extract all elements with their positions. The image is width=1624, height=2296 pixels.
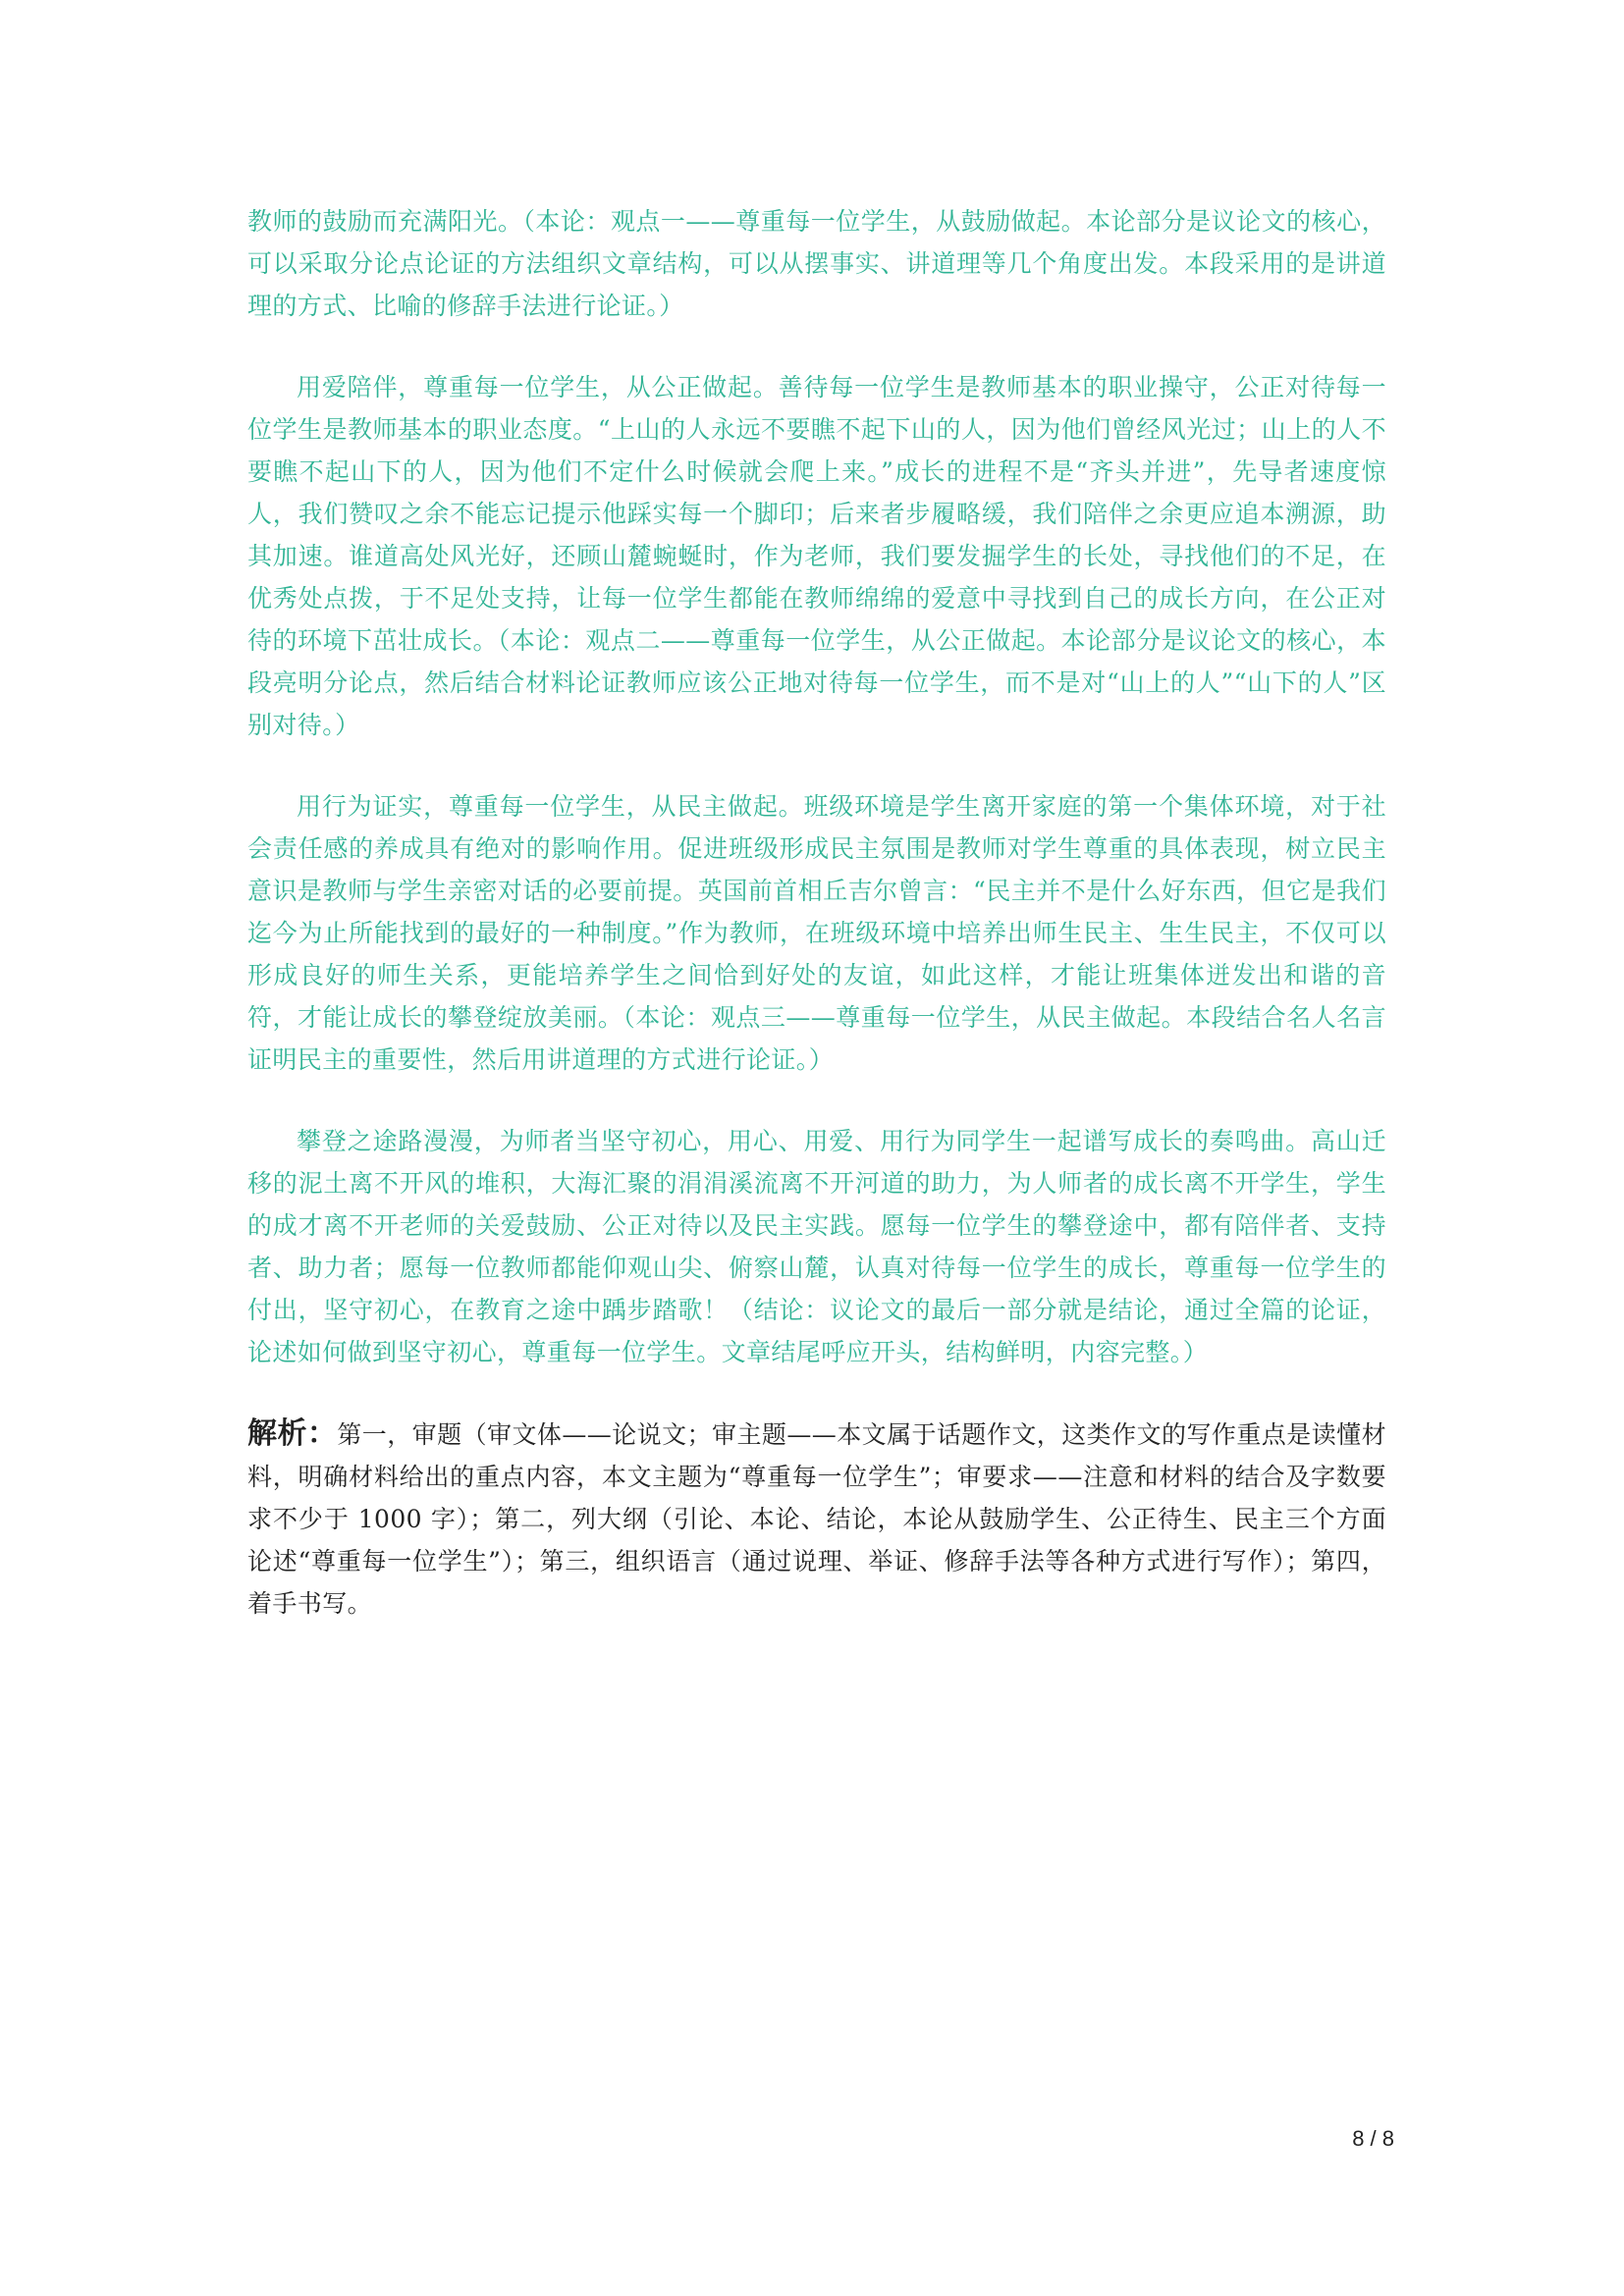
paragraph-1: 教师的鼓励而充满阳光。（本论：观点一——尊重每一位学生，从鼓励做起。本论部分是议论文的核心，可以采取分论点论证的方法组织文章结构，可以从摆事实、讲道理等几个角度出发。本段采用的是讲道理的方式、比喻的修辞手法进行论证。）	[247, 207, 1386, 320]
page-number: 8 / 8	[1352, 2126, 1394, 2151]
analysis-label: 解析：	[247, 1416, 338, 1451]
analysis-section	[247, 1413, 1386, 1625]
paragraph-2: 用爱陪伴，尊重每一位学生，从公正做起。善待每一位学生是教师基本的职业操守，公正对待每一位学生是教师基本的职业态度。“上山的人永远不要瞧不起下山的人，因为他们曾经风光过；山上的人不要瞧不起山下的人，因为他们不定什么时候就会爬上来。”成长的进程不是“齐头并进”，先导者速度惊人，我们赞叹之余不能忘记提示他踩实每一个脚印；后来者步履略缓，我们陪伴之余更应追本溯源，助其加速。谁道高处风光好，还顾山麓蜿蜒时，作为老师，我们要发掘学生的长处，寻找他们的不足，在优秀处点拨，于不足处支持，让每一位学生都能在教师绵绵的爱意中寻找到自己的成长方向，在公正对待的环境下茁壮成长。（本论：观点二——尊重每一位学生，从公正做起。本论部分是议论文的核心，本段亮明分论点，然后结合材料论证教师应该公正地对待每一位学生，而不是对“山上的人”“山下的人”区别对待。）	[247, 373, 1386, 739]
paragraph-4: 攀登之途路漫漫，为师者当坚守初心，用心、用爱、用行为同学生一起谱写成长的奏鸣曲。高山迁移的泥土离不开风的堆积，大海汇聚的涓涓溪流离不开河道的助力，为人师者的成长离不开学生，学生的成才离不开老师的关爱鼓励、公正对待以及民主实践。愿每一位学生的攀登途中，都有陪伴者、支持者、助力者；愿每一位教师都能仰观山尖、俯察山麓，认真对待每一位学生的成长，尊重每一位学生的付出，坚守初心，在教育之途中踽步踏歌！（结论：议论文的最后一部分就是结论，通过全篇的论证，论述如何做到坚守初心，尊重每一位学生。文章结尾呼应开头，结构鲜明，内容完整。）	[247, 1127, 1386, 1366]
document-body	[247, 200, 1386, 1625]
paragraph-3: 用行为证实，尊重每一位学生，从民主做起。班级环境是学生离开家庭的第一个集体环境，对于社会责任感的养成具有绝对的影响作用。促进班级形成民主氛围是教师对学生尊重的具体表现，树立民主意识是教师与学生亲密对话的必要前提。英国前首相丘吉尔曾言：“民主并不是什么好东西，但它是我们迄今为止所能找到的最好的一种制度。”作为教师，在班级环境中培养出师生民主、生生民主，不仅可以形成良好的师生关系，更能培养学生之间恰到好处的友谊，如此这样，才能让班集体迸发出和谐的音符，才能让成长的攀登绽放美丽。（本论：观点三——尊重每一位学生，从民主做起。本段结合名人名言证明民主的重要性，然后用讲道理的方式进行论证。）	[247, 792, 1386, 1074]
analysis-text: 第一，审题（审文体——论说文；审主题——本文属于话题作文，这类作文的写作重点是读懂材料，明确材料给出的重点内容，本文主题为“尊重每一位学生”；审要求——注意和材料的结合及字数要求不少于 1000 字）；第二，列大纲（引论、本论、结论，本论从鼓励学生、公正待生、民主三个方面论述“尊重每一位学生”）；第三，组织语言（通过说理、举证、修辞手法等各种方式进行写作）；第四，着手书写。	[247, 1420, 1386, 1618]
